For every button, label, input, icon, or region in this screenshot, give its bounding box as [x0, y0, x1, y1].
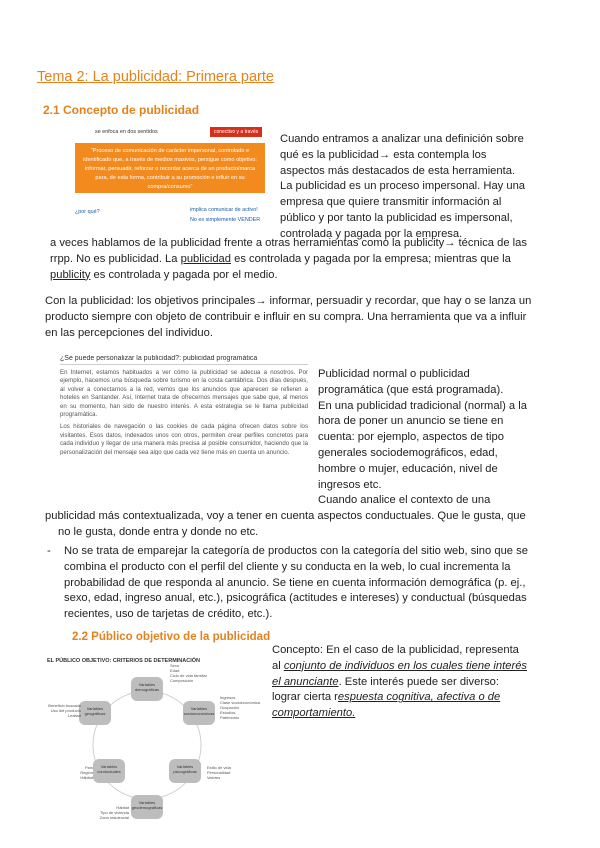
- text-line: recientes, uso de tarjetas de crédito, etc.).: [64, 608, 273, 621]
- text-line: [50, 268, 590, 284]
- text-span: . Este interés puede ser diverso:: [338, 675, 500, 688]
- text-line: ingresos etc.: [318, 478, 382, 491]
- figure-paragraph: En Internet, estamos habituados a ver cómo la publicidad se adecua a nosotros. Por ejemplo, hacemos una búsqueda sobre turismo en la costa cantábrica. Dos días después, al volver a conectarnos a la red, vemos que los anuncios que aparecen se refieren a hoteles en Santander. Así, Internet trata de ofrecernos mensajes que sabe que, al menos en su momento, han sido de nuestro interés. A esta estrategia se le llama publicidad programática.: [60, 369, 308, 419]
- figure-title: ¿Se puede personalizar la publicidad?: publicidad programática: [60, 355, 258, 362]
- figure-bottom-right-2: No es simplemente VENDER: [190, 217, 261, 223]
- node-conductuales: Variables conductuales: [93, 759, 125, 783]
- text-span: al: [272, 659, 284, 672]
- text-line: [272, 706, 592, 722]
- text-line: controlada y pagada por la empresa.: [280, 227, 463, 240]
- figure-divider: [60, 364, 308, 365]
- text-line: combina el producto con el perfil del cliente y su conducta en la web, lo cual incrementa la: [64, 560, 511, 573]
- node-label: Estilo de vida Personalidad Valores: [207, 765, 231, 780]
- programatica-figure: [60, 355, 308, 455]
- text-line: probabilidad de que responda al anuncio. Se tiene en cuenta información demográfica (p. ej.,: [64, 576, 526, 589]
- figure-caption-left: se enfoca en dos sentidos: [95, 129, 158, 135]
- text-line: [50, 252, 590, 268]
- node-label: País Región Hábitat: [80, 765, 93, 780]
- text-line: público y por tanto la publicidad es impersonal,: [280, 211, 513, 224]
- text-line: No se trata de emparejar la categoría de productos con la categoría del sitio web, sino que se: [64, 545, 528, 557]
- text-line: cuenta: por ejemplo, aspectos de tipo: [318, 431, 504, 444]
- text-line: La publicidad es un proceso impersonal. Hay una: [280, 180, 526, 193]
- text-line: Concepto: En el caso de la publicidad, representa: [272, 644, 519, 656]
- objectives-paragraph: [45, 294, 595, 341]
- text-line: producto siempre con objeto de contribuir e influir en su compra. Una herramienta que va a influir: [45, 310, 527, 323]
- definition-figure: [70, 126, 270, 226]
- publico-side-text: [272, 643, 592, 722]
- programatica-side-text: [318, 367, 593, 509]
- text-line: Cuando analice el contexto de una: [318, 494, 491, 507]
- emphasis-span: el anunciante: [272, 675, 339, 688]
- text-line: en las percepciones del individuo.: [45, 326, 213, 339]
- node-psicograficas: Variables psicográficas: [169, 759, 201, 783]
- text-line: hombre o mujer, educación, nivel de: [318, 462, 498, 475]
- node-label: Beneficio buscado Uso del producto Lealtad: [48, 703, 81, 718]
- node-label: Ingresos Clase socioeconómica Ocupación Estudios Patrimonio: [220, 695, 261, 720]
- section-heading-concepto: 2.1 Concepto de publicidad: [43, 103, 200, 117]
- node-geograficas: Variables geográficas: [79, 701, 111, 725]
- text-line: empresa que quiere transmitir información al: [280, 196, 502, 209]
- node-geodemograficas: Variables geodemográficas: [131, 795, 163, 819]
- bullet-paragraph: [64, 544, 594, 623]
- text-span: es controlada y pagada por el medio.: [90, 268, 278, 281]
- figure-bottom-left: ¿por qué?: [75, 209, 100, 215]
- emphasis-span: comportamiento.: [272, 707, 356, 720]
- text-span: rrpp. No es publicidad. La: [50, 252, 181, 265]
- figure-bottom-right-1: implica comunicar de activo!: [190, 207, 258, 213]
- figure-paragraph: Los historiales de navegación o las cookies de cada página ofrecen datos sobre los visitantes. Esos datos, indexados unos con otros, permiten crear perfiles concretos para cada individuo y llegar de una manera más precisa al posible consumidor, haciendo que la personalización del mensaje sea algo que cada vez tiene más en cuenta un anuncio.: [60, 423, 308, 455]
- concepto-side-text: [280, 132, 590, 243]
- emphasis-span: conjunto de individuos en los cuales tiene interés: [283, 659, 528, 672]
- text-line: Con la publicidad: los objetivos principales→ informar, persuadir y recordar, que hay o se lanza un: [45, 295, 532, 307]
- node-demograficas: Variables demográficas: [131, 677, 163, 701]
- text-line: qué es la publicidad→ esta contempla los: [280, 148, 487, 161]
- figure-caption-right: conectivo y a través: [210, 127, 262, 137]
- text-line: programática (que está programada).: [318, 383, 504, 396]
- text-line: a veces hablamos de la publicidad frente a otras herramientas como la publicity→ técnica de las: [50, 237, 527, 249]
- criterios-figure: [35, 655, 267, 845]
- text-line: [272, 659, 592, 675]
- text-line: hora de poner un anuncio se tiene en: [318, 415, 504, 428]
- node-label: Hábitat Tipo de vivienda Zona residencial: [99, 805, 129, 820]
- definition-box: “Proceso de comunicación de carácter impersonal, controlado e identificado que, a través de medios masivos, persigue como objetivo: informar, persuadir, reforzar o recordar acerca de un producto/marca para, de esta forma, contribuir a su promoción e influir en su compra/consumo”: [75, 143, 265, 193]
- page-title: Tema 2: La publicidad: Primera parte: [37, 69, 274, 85]
- text-line: publicidad más contextualizada, voy a tener en cuenta aspectos conductuales. Que le gusta, que: [45, 510, 526, 522]
- text-span: es controlada y pagada por la empresa; mientras que la: [231, 252, 511, 265]
- figure-title: EL PÚBLICO OBJETIVO: CRITERIOS DE DETERMINACIÓN: [47, 658, 200, 664]
- underlined-term: publicidad: [180, 252, 231, 265]
- node-label: Sexo Edad Ciclo de vida familiar Composición: [170, 663, 207, 683]
- node-socioeconomicas: Variables socioeconómicas: [183, 701, 215, 725]
- text-line: [272, 690, 592, 706]
- text-line: [272, 675, 592, 691]
- text-line: En una publicidad tradicional (normal) a la: [318, 399, 527, 412]
- text-line: Publicidad normal o publicidad: [318, 368, 470, 380]
- underlined-term: publicity: [50, 268, 91, 281]
- section-heading-publico: 2.2 Público objetivo de la publicidad: [72, 631, 271, 643]
- text-line: aspectos más destacados de esta herramienta.: [280, 164, 516, 177]
- text-line: Cuando entramos a analizar una definición sobre: [280, 133, 524, 145]
- text-line: no le gusta, donde entra y donde no etc.: [58, 525, 259, 538]
- emphasis-span: espuesta cognitiva, afectiva o de: [337, 691, 501, 704]
- publicity-paragraph: [50, 236, 590, 283]
- contextual-paragraph: [45, 509, 595, 541]
- text-line: sexo, edad, ingreso anual, etc.), psicográfica (actitudes e intereses) y conductual (búsquedas: [64, 592, 527, 605]
- text-line: generales sociodemográficos, edad,: [318, 446, 498, 459]
- text-span: lograr cierta r: [272, 691, 338, 704]
- bullet-marker: -: [47, 545, 51, 557]
